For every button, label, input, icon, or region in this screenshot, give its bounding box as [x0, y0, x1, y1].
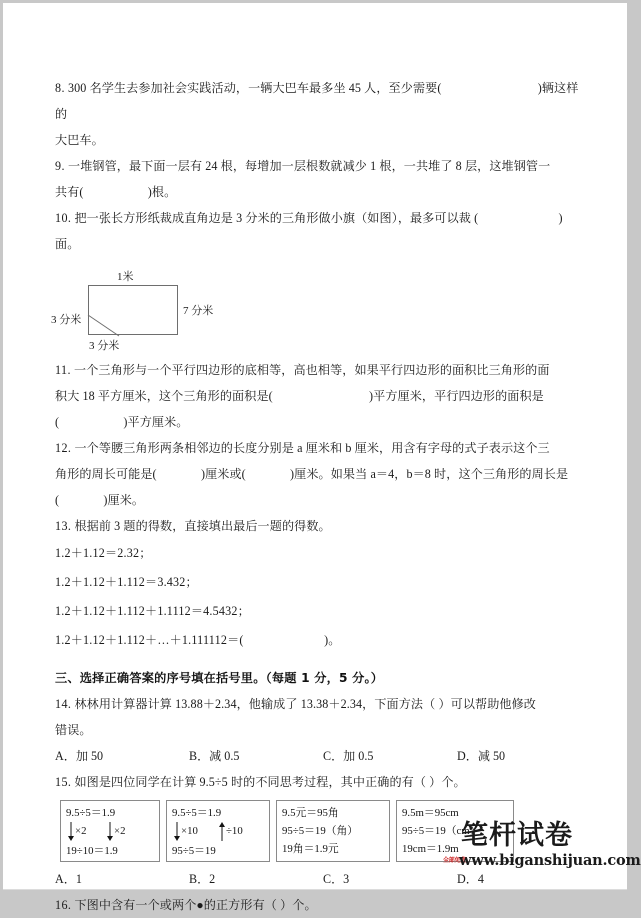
question-14-options	[55, 743, 583, 769]
method-4-line-2: 95÷5＝19（cm）	[402, 825, 481, 837]
watermark-url-row	[443, 851, 641, 871]
question-14-line2: 错误。	[55, 723, 92, 737]
question-13-text: 根据前 3 题的得数，直接填出最后一题的得数。	[74, 519, 331, 533]
question-9-number: 9.	[55, 159, 65, 173]
option-c[interactable]: C．3	[323, 872, 350, 886]
question-12-text-d: (	[55, 493, 60, 507]
question-11-line3	[55, 409, 583, 435]
method-box-3	[276, 800, 390, 862]
question-9-text-a: 共有(	[55, 185, 84, 199]
question-12-text: 一个等腰三角形两条相邻边的长度分别是 a 厘米和 b 厘米，用含有字母的式子表示这个三	[74, 441, 550, 455]
question-12-text-b: )厘米或(	[200, 467, 246, 481]
option-a[interactable]: A．1	[55, 872, 82, 886]
question-9	[55, 153, 583, 179]
equation-4-text-b: )。	[324, 633, 341, 647]
method-2-arrow-label-right: ÷10	[226, 825, 243, 837]
question-11	[55, 357, 583, 383]
method-2-arrow-label-left: ×10	[181, 825, 198, 837]
equation-1: 1.2＋1.12＝2.32；	[55, 546, 152, 560]
equation-3: 1.2＋1.12＋1.112＋1.1112＝4.5432；	[55, 604, 250, 618]
method-1-top: 9.5÷5＝1.9	[66, 807, 116, 819]
method-4-line-1: 9.5m＝95cm	[402, 807, 459, 819]
question-8-number: 8.	[55, 81, 65, 95]
watermark-url: www.biganshijuan.com	[459, 852, 641, 869]
question-10-text-a: 把一张长方形纸裁成直角边是 3 分米的三角形做小旗（如图），最多可以裁 (	[74, 211, 479, 225]
method-box-2	[166, 800, 270, 862]
question-12-text-e: )厘米。	[103, 493, 145, 507]
question-15-number: 15.	[55, 775, 72, 789]
figure-label-bottom: 3 分米	[89, 340, 120, 352]
method-1-arrow-label-left: ×2	[75, 825, 87, 837]
method-1-arrows	[66, 822, 154, 842]
option-a[interactable]: A．加 50	[55, 749, 104, 763]
question-14	[55, 691, 583, 717]
question-12-text-c: )厘米。如果当 a＝4，b＝8 时，这个三角形的周长是	[290, 467, 569, 481]
question-8	[55, 75, 583, 127]
method-2-arrows	[172, 822, 264, 842]
question-8-text-b: )辆这样的	[55, 81, 579, 121]
question-14-text: 林林用计算器计算 13.88＋2.34，他输成了 13.38＋2.34，下面方法（ ）可以帮助他修改	[74, 697, 536, 711]
figure-label-right: 7 分米	[183, 305, 214, 317]
method-4-line-3: 19cm＝1.9m	[402, 843, 459, 855]
question-9-text-b: )根。	[147, 185, 177, 199]
watermark-free-tag: 全部免费	[443, 857, 466, 864]
question-16	[55, 892, 583, 918]
question-10-text-b: )面。	[55, 211, 563, 251]
question-11-text-b: )平方厘米，平行四边形的面积是	[369, 389, 544, 403]
option-d[interactable]: D．4	[457, 872, 484, 886]
equation-4	[55, 626, 583, 655]
watermark	[443, 820, 641, 871]
question-16-number: 16.	[55, 898, 72, 912]
question-9-line2	[55, 179, 583, 205]
method-3-line-2: 95÷5＝19（角）	[282, 825, 359, 837]
question-15	[55, 769, 583, 795]
method-box-1	[60, 800, 160, 862]
question-8-line2: 大巴车。	[55, 133, 104, 147]
question-12	[55, 435, 583, 461]
method-3-line-3: 19角＝1.9元	[282, 843, 339, 855]
figure-label-left: 3 分米	[51, 314, 82, 326]
question-9-text: 一堆钢管，最下面一层有 24 根，每增加一层根数就减少 1 根，一共堆了 8 层，这堆钢管一	[68, 159, 551, 173]
question-10-figure	[51, 259, 583, 355]
method-3-line-1: 9.5元＝95角	[282, 807, 339, 819]
watermark-brand: 笔杆试卷	[461, 820, 573, 851]
question-15-text: 如图是四位同学在计算 9.5÷5 时的不同思考过程，其中正确的有（ ）个。	[74, 775, 466, 789]
question-16-text: 下图中含有一个或两个●的正方形有（ ）个。	[74, 898, 317, 912]
section-3-heading: 三、选择正确答案的序号填在括号里。（每题 1 分，5 分。）	[55, 671, 384, 685]
option-b[interactable]: B．2	[189, 872, 216, 886]
question-10	[55, 205, 583, 257]
method-1-bottom: 19÷10＝1.9	[66, 845, 118, 857]
exam-content	[51, 75, 583, 918]
question-8-text-a: 300 名学生去参加社会实践活动，一辆大巴车最多坐 45 人，至少需要(	[68, 81, 442, 95]
method-2-top: 9.5÷5＝1.9	[172, 807, 222, 819]
question-11-number: 11.	[55, 363, 71, 377]
question-13-number: 13.	[55, 519, 72, 533]
equation-4-text-a: 1.2＋1.12＋1.112＋…＋1.111112＝(	[55, 633, 244, 647]
option-b[interactable]: B．减 0.5	[189, 749, 240, 763]
question-12-text-a: 角形的周长可能是(	[55, 467, 157, 481]
question-11-text-a: 积大 18 平方厘米，这个三角形的面积是(	[55, 389, 273, 403]
option-c[interactable]: C．加 0.5	[323, 749, 374, 763]
method-1-arrow-label-right: ×2	[114, 825, 126, 837]
question-11-text-c: (	[55, 415, 60, 429]
question-12-number: 12.	[55, 441, 72, 455]
question-12-line2	[55, 461, 583, 487]
equation-2: 1.2＋1.12＋1.112＝3.432；	[55, 575, 198, 589]
option-d[interactable]: D．减 50	[457, 749, 506, 763]
question-14-number: 14.	[55, 697, 72, 711]
question-12-line3	[55, 487, 583, 513]
exam-page	[3, 3, 641, 912]
question-13	[55, 513, 583, 539]
question-11-text-d: )平方厘米。	[123, 415, 189, 429]
method-2-bottom: 95÷5＝19	[172, 845, 216, 857]
question-11-text: 一个三角形与一个平行四边形的底相等，高也相等，如果平行四边形的面积比三角形的面	[74, 363, 550, 377]
diagonal-cut-line	[88, 315, 119, 336]
question-11-line2	[55, 383, 583, 409]
figure-label-top: 1米	[117, 271, 134, 283]
question-10-number: 10.	[55, 211, 72, 225]
